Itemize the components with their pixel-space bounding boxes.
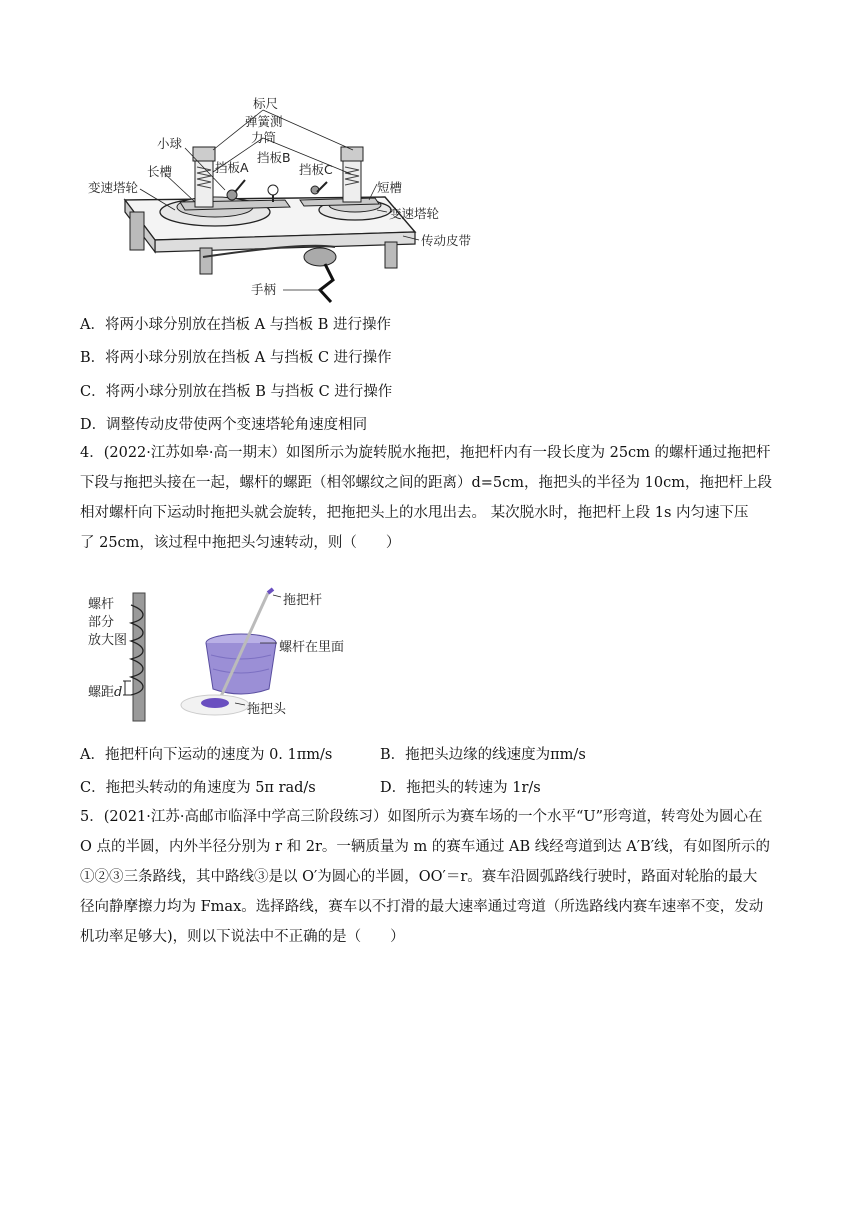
q4-line-3: 相对螺杆向下运动时拖把头就会旋转，把拖把头上的水甩出去。 某次脱水时，拖把杆上段 1s 内匀速下压 <box>80 505 749 521</box>
label-baffle-c: 挡板C <box>299 162 333 177</box>
label-screw-title-2: 部分 <box>88 615 115 630</box>
label-pitch-text: 螺距 <box>88 685 115 700</box>
q4-option-c: C．拖把头转动的角速度为 5π rad/s <box>80 780 316 796</box>
q3-option-c: C．将两小球分别放在挡板 B 与挡板 C 进行操作 <box>80 384 393 400</box>
q5-line-2: O 点的半圆，内外半径分别为 r 和 2r。一辆质量为 m 的赛车通过 AB 线经弯道到达 A′B′线，有如图所示的 <box>80 839 771 855</box>
q5-stem <box>80 802 780 952</box>
q5-line-4: 径向静摩擦力均为 Fmax。选择路线，赛车以不打滑的最大速率通过弯道（所选路线内赛车速率不变，发动 <box>80 899 764 915</box>
label-mop-rod: 拖把杆 <box>283 593 323 608</box>
q4-option-a: A．拖把杆向下运动的速度为 0. 1πm/s <box>80 747 333 763</box>
q3-option-d: D．调整传动皮带使两个变速塔轮角速度相同 <box>80 417 368 433</box>
q4-option-b: B．拖把头边缘的线速度为πm/s <box>380 747 586 763</box>
label-pitch-symbol: d <box>114 685 123 700</box>
q5-line-3: ①②③三条路线，其中路线③是以 O′为圆心的半圆，OO′＝r。赛车沿圆弧路线行驶时，路面对轮胎的最大 <box>80 869 758 885</box>
label-pitch <box>88 681 122 700</box>
label-screw-title-1: 螺杆 <box>88 597 115 612</box>
label-screw-title-3: 放大图 <box>88 633 128 648</box>
q4-options-row-1 <box>80 745 586 765</box>
label-baffle-a: 挡板A <box>215 160 249 175</box>
label-handle: 手柄 <box>251 282 277 297</box>
label-long-groove: 长槽 <box>147 164 173 179</box>
q3-option-b: B．将两小球分别放在挡板 A 与挡板 C 进行操作 <box>80 350 392 366</box>
q4-options-row-2 <box>80 778 541 798</box>
label-mop-head: 拖把头 <box>247 702 287 717</box>
q5-line-1: 5．(2021·江苏·高邮市临泽中学高三阶段练习）如图所示为赛车场的一个水平“U”形弯道，转弯处为圆心在 <box>80 809 763 825</box>
q4-option-d: D．拖把头的转速为 1r/s <box>380 780 541 796</box>
mop-drawing <box>85 585 375 725</box>
q4-line-4: 了 25cm，该过程中拖把头匀速转动，则（ ） <box>80 535 401 551</box>
label-spring-1: 弹簧测 <box>245 114 283 129</box>
mop-figure <box>85 585 375 725</box>
label-ruler: 标尺 <box>253 96 279 111</box>
label-baffle-b: 挡板B <box>257 150 291 165</box>
label-belt: 传动皮带 <box>421 233 472 248</box>
q4-line-2: 下段与拖把头接在一起，螺杆的螺距（相邻螺纹之间的距离）d=5cm，拖把头的半径为 10cm，拖把杆上段 <box>80 475 772 491</box>
label-screw-inside: 螺杆在里面 <box>279 640 345 655</box>
label-short-groove: 短槽 <box>377 180 403 195</box>
label-ball: 小球 <box>157 136 183 151</box>
label-tower-wheel-right: 变速塔轮 <box>389 206 440 221</box>
label-tower-wheel-left: 变速塔轮 <box>88 180 139 195</box>
q4-line-1: 4．(2022·江苏如皋·高一期末）如图所示为旋转脱水拖把，拖把杆内有一段长度为 25cm 的螺杆通过拖把杆 <box>80 445 771 461</box>
centripetal-apparatus-figure <box>85 92 472 302</box>
q3-option-a: A．将两小球分别放在挡板 A 与挡板 B 进行操作 <box>80 317 392 333</box>
q4-stem <box>80 438 780 558</box>
label-spring-2: 力筒 <box>251 130 277 145</box>
q5-line-5: 机功率足够大)，则以下说法中不正确的是（ ） <box>80 929 405 945</box>
